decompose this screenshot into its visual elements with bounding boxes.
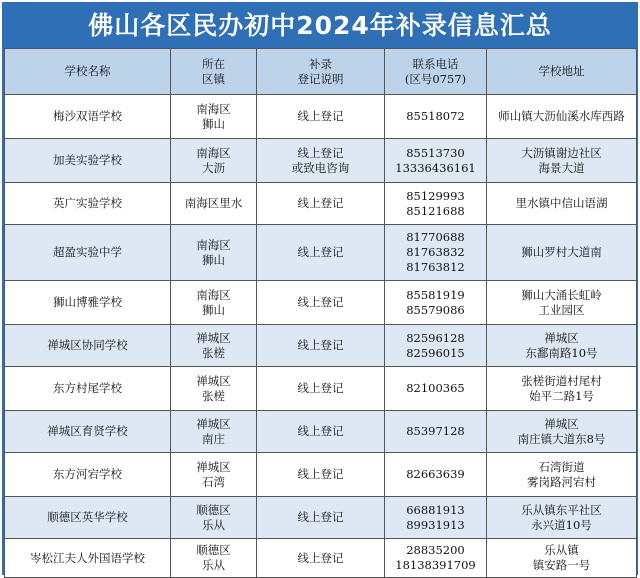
phone-cell: 28835200 18138391709 xyxy=(385,539,487,578)
address-cell: 乐从镇 镇安路一号 xyxy=(487,539,637,578)
school-name-cell: 狮山博雅学校 xyxy=(5,281,171,325)
column-header-district: 所在 区镇 xyxy=(171,49,257,95)
district-cell: 南海区 狮山 xyxy=(171,95,257,139)
table-row xyxy=(5,539,637,578)
address-cell: 禅城区 南庄镇大道东8号 xyxy=(487,411,637,453)
district-cell: 南海区里水 xyxy=(171,183,257,225)
table-row xyxy=(5,411,637,453)
phone-cell: 85581919 85579086 xyxy=(385,281,487,325)
table-row xyxy=(5,367,637,411)
school-name-cell: 加美实验学校 xyxy=(5,139,171,183)
column-header-school-name: 学校名称 xyxy=(5,49,171,95)
table-row xyxy=(5,325,637,367)
address-cell: 师山镇大沥仙溪水库西路 xyxy=(487,95,637,139)
registration-cell: 线上登记 xyxy=(257,325,385,367)
table-row xyxy=(5,281,637,325)
address-cell: 里水镇中信山语湖 xyxy=(487,183,637,225)
phone-cell: 82596128 82596015 xyxy=(385,325,487,367)
school-name-cell: 顺德区英华学校 xyxy=(5,497,171,539)
address-cell: 狮山罗村大道南 xyxy=(487,225,637,281)
page-title: 佛山各区民办初中2024年补录信息汇总 xyxy=(4,4,636,48)
column-header-registration: 补录 登记说明 xyxy=(257,49,385,95)
school-name-cell: 东方村尾学校 xyxy=(5,367,171,411)
table-row xyxy=(5,95,637,139)
phone-cell: 85129993 85121688 xyxy=(385,183,487,225)
district-cell: 南海区 狮山 xyxy=(171,281,257,325)
column-header-address: 学校地址 xyxy=(487,49,637,95)
district-cell: 禅城区 石湾 xyxy=(171,453,257,497)
school-name-cell: 梅沙双语学校 xyxy=(5,95,171,139)
district-cell: 禅城区 南庄 xyxy=(171,411,257,453)
registration-cell: 线上登记 xyxy=(257,95,385,139)
phone-cell: 82663639 xyxy=(385,453,487,497)
address-cell: 禅城区 东鄱南路10号 xyxy=(487,325,637,367)
phone-cell: 66881913 89931913 xyxy=(385,497,487,539)
school-name-cell: 禅城区协同学校 xyxy=(5,325,171,367)
registration-cell: 线上登记 xyxy=(257,183,385,225)
phone-cell: 85513730 13336436161 xyxy=(385,139,487,183)
school-name-cell: 东方河宕学校 xyxy=(5,453,171,497)
info-sheet xyxy=(2,2,638,575)
school-name-cell: 超盈实验中学 xyxy=(5,225,171,281)
school-name-cell: 禅城区育贤学校 xyxy=(5,411,171,453)
school-name-cell: 岑松江夫人外国语学校 xyxy=(5,539,171,578)
registration-cell: 线上登记 xyxy=(257,539,385,578)
table-row xyxy=(5,225,637,281)
phone-cell: 85518072 xyxy=(385,95,487,139)
registration-cell: 线上登记 xyxy=(257,411,385,453)
school-table xyxy=(4,48,637,578)
phone-cell: 82100365 xyxy=(385,367,487,411)
table-row xyxy=(5,183,637,225)
registration-cell: 线上登记 xyxy=(257,225,385,281)
address-cell: 乐从镇东平社区 永兴道10号 xyxy=(487,497,637,539)
table-header-row xyxy=(5,49,637,95)
phone-cell: 85397128 xyxy=(385,411,487,453)
table-row xyxy=(5,497,637,539)
address-cell: 大沥镇谢边社区 海景大道 xyxy=(487,139,637,183)
district-cell: 顺德区 乐从 xyxy=(171,497,257,539)
table-row xyxy=(5,139,637,183)
registration-cell: 线上登记 或致电咨询 xyxy=(257,139,385,183)
table-row xyxy=(5,453,637,497)
district-cell: 南海区 狮山 xyxy=(171,225,257,281)
district-cell: 南海区 大沥 xyxy=(171,139,257,183)
address-cell: 张槎街道村尾村 始平二路1号 xyxy=(487,367,637,411)
registration-cell: 线上登记 xyxy=(257,281,385,325)
district-cell: 禅城区 张槎 xyxy=(171,367,257,411)
school-name-cell: 英广实验学校 xyxy=(5,183,171,225)
district-cell: 顺德区 乐从 xyxy=(171,539,257,578)
column-header-phone: 联系电话 (区号0757) xyxy=(385,49,487,95)
address-cell: 狮山大涌长虹岭 工业园区 xyxy=(487,281,637,325)
address-cell: 石湾街道 雾岗路河宕村 xyxy=(487,453,637,497)
registration-cell: 线上登记 xyxy=(257,367,385,411)
registration-cell: 线上登记 xyxy=(257,453,385,497)
district-cell: 禅城区 张槎 xyxy=(171,325,257,367)
registration-cell: 线上登记 xyxy=(257,497,385,539)
phone-cell: 81770688 81763832 81763812 xyxy=(385,225,487,281)
